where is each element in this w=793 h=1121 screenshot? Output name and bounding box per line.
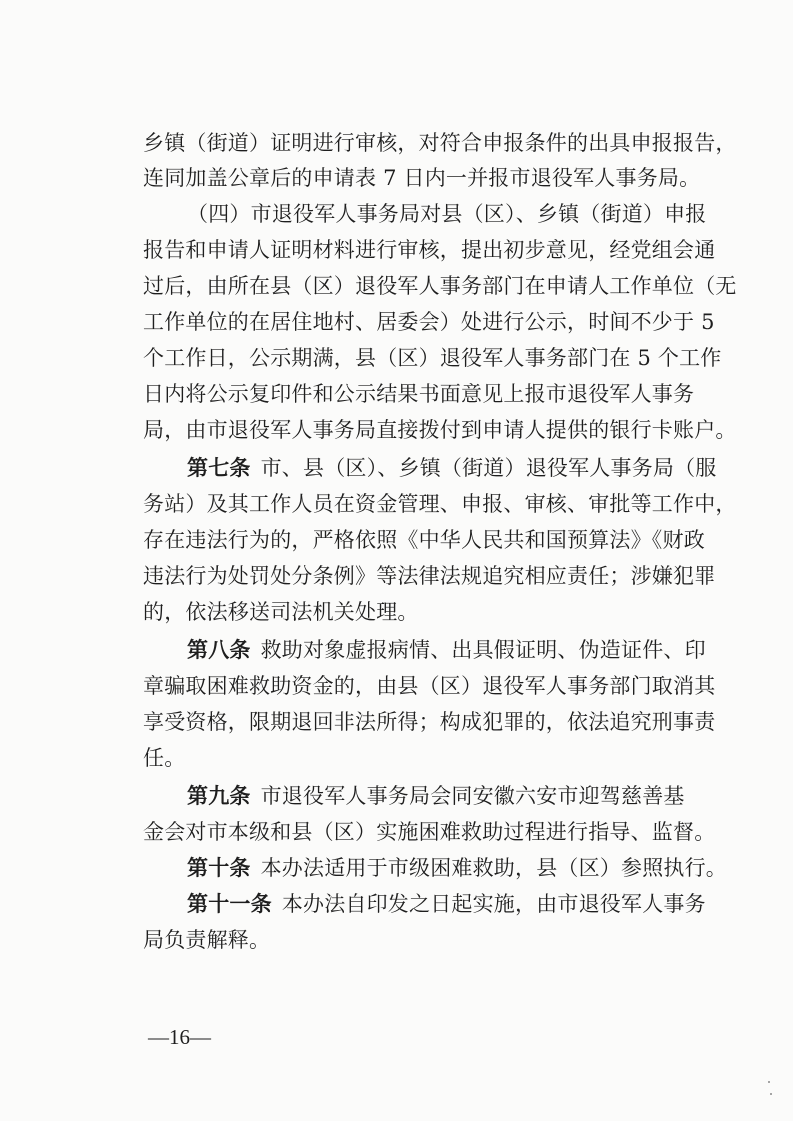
paragraph-line bbox=[187, 781, 685, 811]
paragraph-line: 任。 bbox=[143, 746, 186, 770]
scan-speck bbox=[770, 1093, 772, 1095]
paragraph-line: 工作单位的在居住地村、居委会）处进行公示，时间不少于 5 bbox=[143, 310, 715, 334]
paragraph-line: 局，由市退役军人事务局直接拨付到申请人提供的银行卡账户。 bbox=[143, 418, 737, 442]
paragraph-line: （四）市退役军人事务局对县（区）、乡镇（街道）申报 bbox=[187, 202, 707, 226]
article-heading: 第十条 bbox=[187, 856, 251, 880]
article-heading: 第七条 bbox=[187, 456, 251, 480]
paragraph-line: 连同加盖公章后的申请表 7 日内一并报市退役军人事务局。 bbox=[143, 166, 701, 190]
paragraph-line: 务站）及其工作人员在资金管理、申报、审核、审批等工作中， bbox=[143, 492, 737, 516]
paragraph-line: 存在违法行为的，严格依照《中华人民共和国预算法》《财政 bbox=[143, 528, 705, 552]
scan-speck bbox=[768, 1081, 770, 1083]
paragraph-line: 违法行为处罚处分条例》等法律法规追究相应责任；涉嫌犯罪 bbox=[143, 564, 716, 588]
page-number: —16— bbox=[148, 1025, 211, 1049]
article-text: 本办法适用于市级困难救助，县（区）参照执行。 bbox=[260, 856, 728, 880]
paragraph-line: 金会对市本级和县（区）实施困难救助过程进行指导、监督。 bbox=[143, 820, 716, 844]
paragraph-line bbox=[187, 453, 717, 483]
article-text: 市、县（区）、乡镇（街道）退役军人事务局（服 bbox=[260, 456, 717, 480]
article-heading: 第九条 bbox=[187, 784, 251, 808]
paragraph-line: 的，依法移送司法机关处理。 bbox=[143, 600, 419, 624]
article-text: 救助对象虚报病情、出具假证明、伪造证件、印 bbox=[260, 638, 706, 662]
paragraph-line: 报告和申请人证明材料进行审核，提出初步意见，经党组会通 bbox=[143, 238, 716, 262]
paragraph-line: 过后，由所在县（区）退役军人事务部门在申请人工作单位（无 bbox=[143, 274, 737, 298]
paragraph-line: 乡镇（街道）证明进行审核，对符合申报条件的出具申报报告， bbox=[143, 131, 737, 155]
paragraph-line: 享受资格，限期退回非法所得；构成犯罪的，依法追究刑事责 bbox=[143, 710, 716, 734]
article-heading: 第十一条 bbox=[187, 892, 272, 916]
paragraph-line: 个工作日，公示期满，县（区）退役军人事务部门在 5 个工作 bbox=[143, 346, 722, 370]
article-text: 市退役军人事务局会同安徽六安市迎驾慈善基 bbox=[260, 784, 685, 808]
article-text: 本办法自印发之日起实施，由市退役军人事务 bbox=[281, 892, 706, 916]
paragraph-line bbox=[187, 889, 706, 919]
paragraph-line bbox=[187, 635, 706, 665]
article-heading: 第八条 bbox=[187, 638, 251, 662]
paragraph-line: 局负责解释。 bbox=[143, 928, 271, 952]
paragraph-line: 章骗取困难救助资金的，由县（区）退役军人事务部门取消其 bbox=[143, 674, 716, 698]
paragraph-line: 日内将公示复印件和公示结果书面意见上报市退役军人事务 bbox=[143, 382, 695, 406]
paragraph-line bbox=[187, 853, 727, 883]
